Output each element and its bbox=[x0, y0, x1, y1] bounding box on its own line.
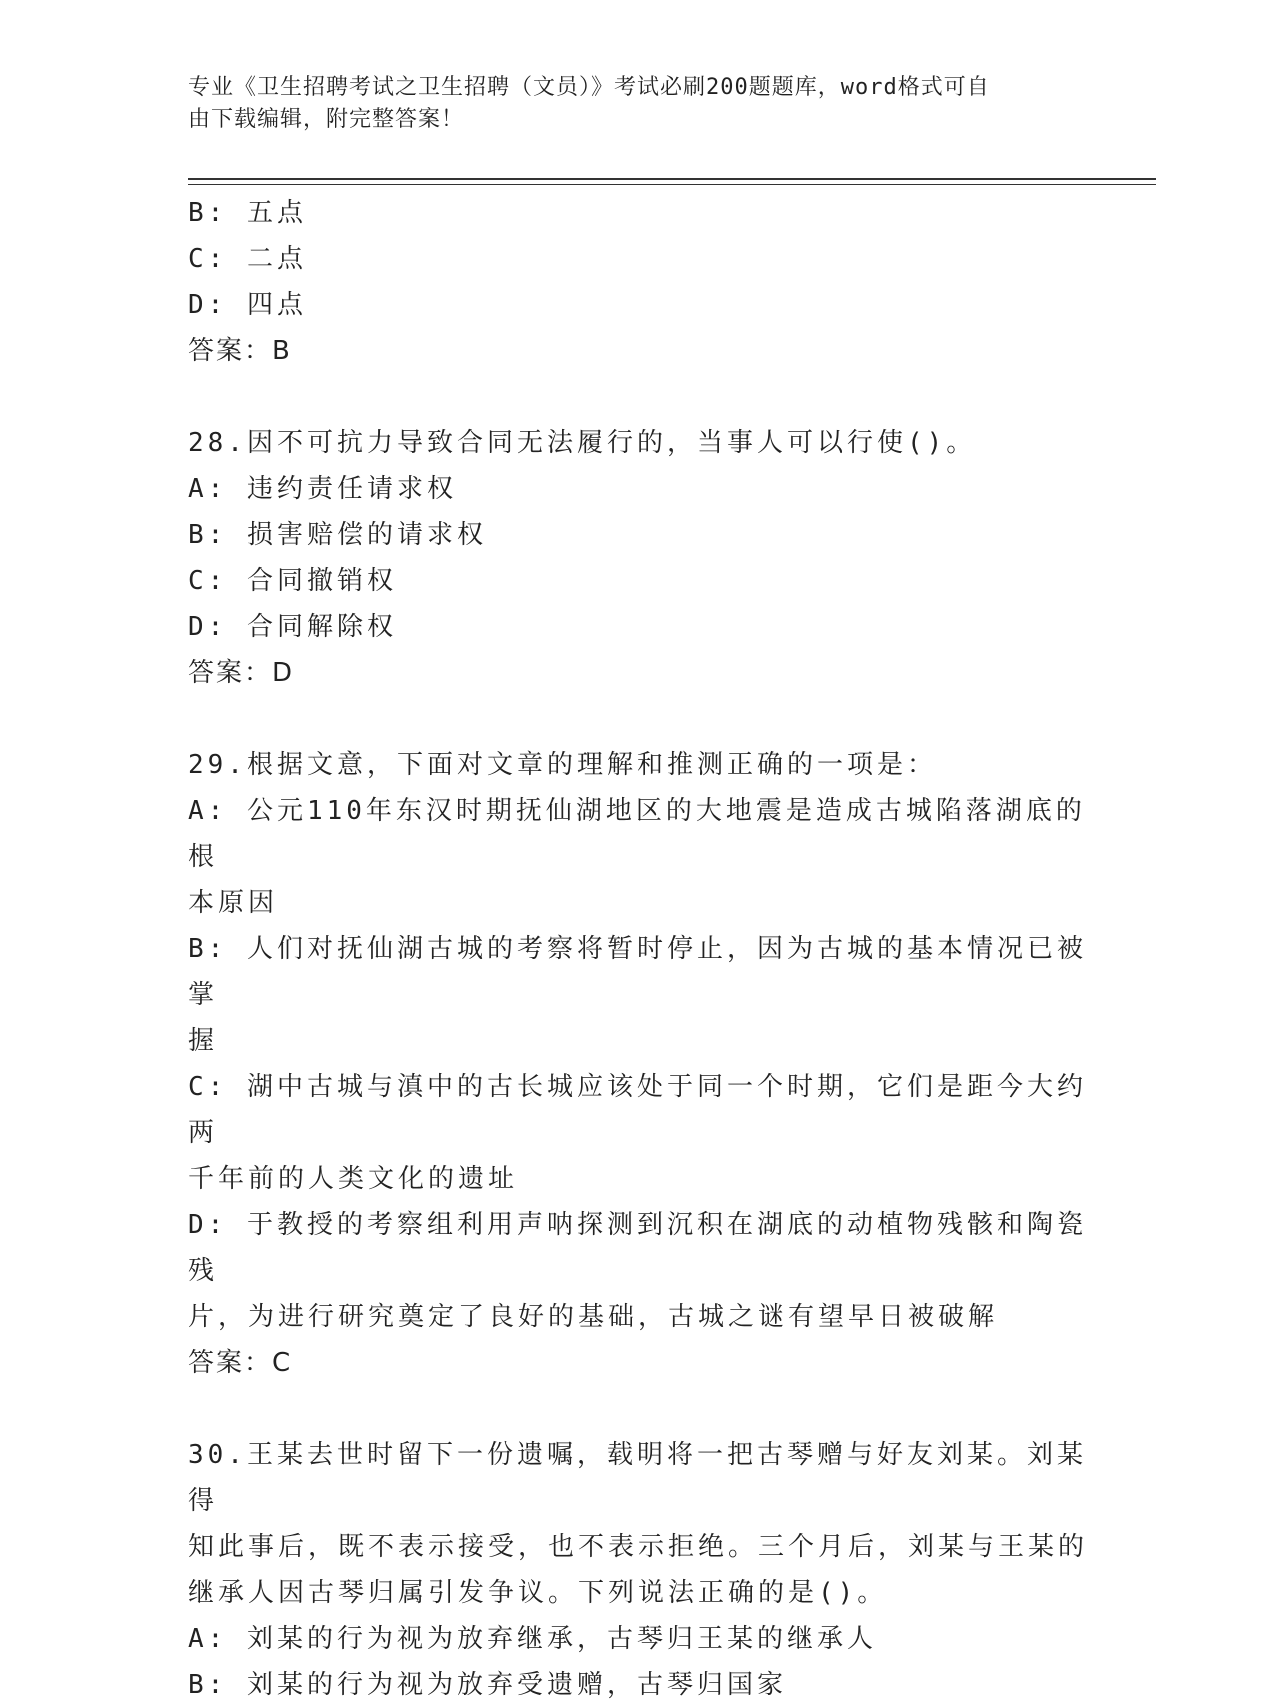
question-29 bbox=[188, 742, 1088, 1386]
option-b: B: 损害赔偿的请求权 bbox=[188, 520, 487, 550]
option-d-cont: 片，为进行研究奠定了良好的基础，古城之谜有望早日被破解 bbox=[188, 1302, 999, 1332]
option-c: C: 湖中古城与滇中的古长城应该处于同一个时期，它们是距今大约两 bbox=[188, 1072, 1087, 1148]
question-stem: 28.因不可抗力导致合同无法履行的，当事人可以行使()。 bbox=[188, 428, 977, 458]
question-27-tail bbox=[188, 190, 1088, 374]
question-stem-cont: 知此事后，既不表示接受，也不表示拒绝。三个月后，刘某与王某的 bbox=[188, 1532, 1089, 1562]
answer-line: 答案：D bbox=[188, 658, 295, 688]
answer-line: 答案：B bbox=[188, 336, 292, 366]
option-d: D: 四点 bbox=[188, 290, 307, 320]
option-a: A: 违约责任请求权 bbox=[188, 474, 457, 504]
question-stem: 30.王某去世时留下一份遗嘱，载明将一把古琴赠与好友刘某。刘某得 bbox=[188, 1440, 1087, 1516]
header-line-1: 专业《卫生招聘考试之卫生招聘（文员）》考试必刷200题题库，word格式可自 bbox=[188, 75, 990, 100]
document-header bbox=[188, 72, 1068, 136]
option-b: B: 刘某的行为视为放弃受遗赠，古琴归国家 bbox=[188, 1670, 787, 1700]
option-a-cont: 本原因 bbox=[188, 888, 279, 918]
question-28 bbox=[188, 420, 1088, 696]
header-line-2: 由下载编辑，附完整答案！ bbox=[188, 107, 465, 132]
question-30 bbox=[188, 1432, 1088, 1708]
header-rule-thin bbox=[188, 184, 1156, 185]
option-d: D: 合同解除权 bbox=[188, 612, 397, 642]
option-c: C: 合同撤销权 bbox=[188, 566, 397, 596]
option-c-cont: 千年前的人类文化的遗址 bbox=[188, 1164, 519, 1194]
option-b: B: 五点 bbox=[188, 198, 307, 228]
header-rule-thick bbox=[188, 178, 1156, 180]
option-d: D: 于教授的考察组利用声呐探测到沉积在湖底的动植物残骸和陶瓷残 bbox=[188, 1210, 1087, 1286]
option-a: A: 刘某的行为视为放弃继承，古琴归王某的继承人 bbox=[188, 1624, 877, 1654]
question-stem: 29.根据文意，下面对文章的理解和推测正确的一项是： bbox=[188, 750, 937, 780]
answer-line: 答案：C bbox=[188, 1348, 293, 1378]
document-body bbox=[188, 190, 1088, 1708]
option-b: B: 人们对抚仙湖古城的考察将暂时停止，因为古城的基本情况已被掌 bbox=[188, 934, 1087, 1010]
question-stem-cont: 继承人因古琴归属引发争议。下列说法正确的是()。 bbox=[188, 1578, 888, 1608]
option-b-cont: 握 bbox=[188, 1026, 219, 1056]
option-c: C: 二点 bbox=[188, 244, 307, 274]
option-a: A: 公元110年东汉时期抚仙湖地区的大地震是造成古城陷落湖底的根 bbox=[188, 796, 1086, 872]
